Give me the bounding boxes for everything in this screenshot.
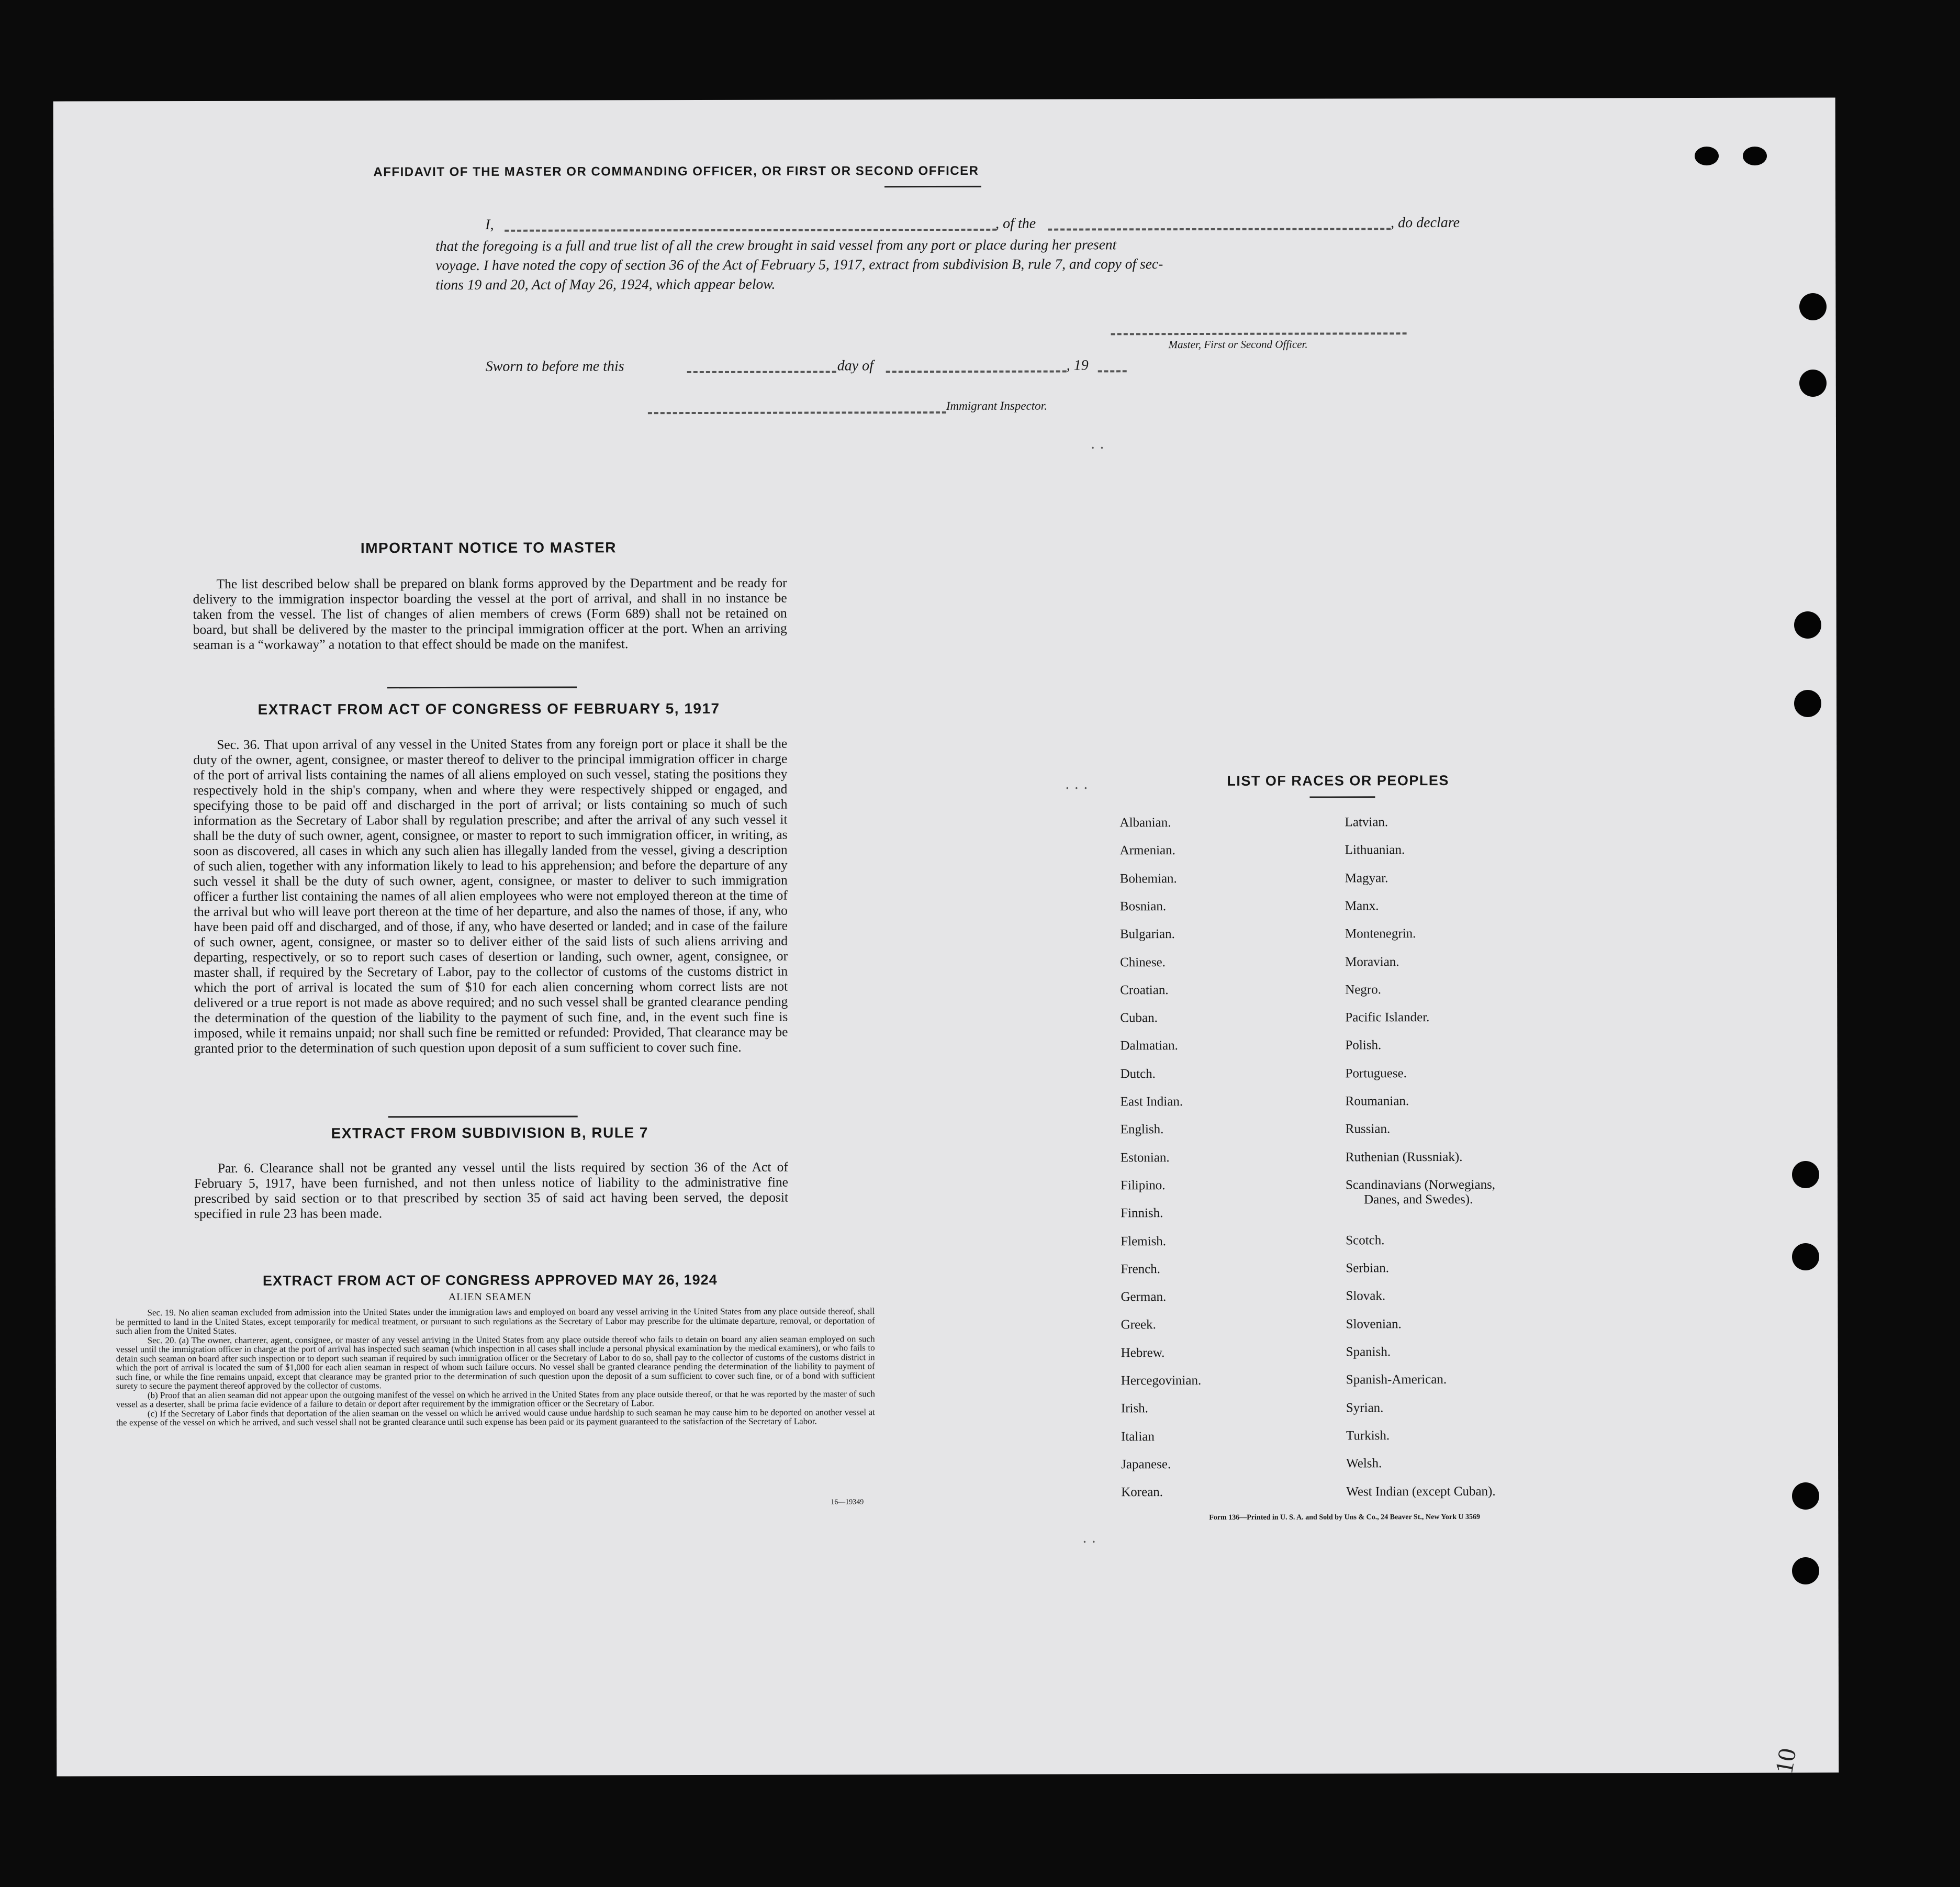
subdivision-title: EXTRACT FROM SUBDIVISION B, RULE 7: [331, 1124, 649, 1142]
inspector-line: [648, 411, 946, 414]
race-item: Latvian.: [1345, 815, 1388, 830]
race-item: Armenian.: [1119, 843, 1175, 858]
race-item: Cuban.: [1120, 1011, 1158, 1025]
race-item: Flemish.: [1121, 1234, 1167, 1248]
affidavit-do-declare: , do declare: [1391, 214, 1460, 231]
notice-title: IMPORTANT NOTICE TO MASTER: [360, 539, 617, 556]
race-item: Greek.: [1121, 1317, 1156, 1332]
race-item: French.: [1121, 1261, 1161, 1277]
form-footer: Form 136—Printed in U. S. A. and Sold by Uns & Co., 24 Beaver St., New York U 3569: [1209, 1513, 1480, 1522]
punch-hole: [1799, 293, 1827, 320]
race-item: West Indian (except Cuban).: [1346, 1484, 1496, 1499]
faint-mark: · ·: [1090, 439, 1105, 457]
race-item: Scotch.: [1346, 1233, 1385, 1248]
race-item: Bulgarian.: [1119, 927, 1175, 942]
race-item: Italian: [1121, 1429, 1155, 1444]
extract-1917-text: Sec. 36. That upon arrival of any vessel in the United States from any foreign port or place it shall be the duty of the owner, agent, consignee, or master thereof to deliver to the principal immigration officer in charge of the port of arrival lists containing the names of all aliens employed on such vessel, stating the positions they respectively hold in the ship's company, when and where they were respectively shipped or engaged, and specifying those to be paid off and discharged in the port of arrival; or lists containing so much of such information as the Secretary of Labor shall by regulation prescribe; and after the arrival of any such vessel it shall be the duty of such owner, agent, consignee, or master to report to such immigration officer, in writing, as soon as discovered, all cases in which any such alien has illegally landed from the vessel, giving a description of such alien, together with any information likely to lead to his apprehension; and before the departure of any such vessel it shall be the duty of such owner, agent, consignee, or master to deliver to such immigration officer a further list containing the names of all alien employees who were not employed thereon at the time of the arrival but who will leave port thereon at the time of her departure, and also the names of those, if any, who have been paid off and discharged, and of those, if any, who have deserted or landed; and in case of the failure of such owner, agent, consignee, or master so to deliver either of the said lists of such aliens arriving and departing, respectively, or so to report such cases of desertion or landing, such owner, agent, consignee, or master shall, if required by the Secretary of Labor, pay to the collector of customs of the customs district in which the port of arrival is located the sum of $10 for each alien concerning whom correct lists are not delivered or a true report is not made as above required; and no such vessel shall be granted clearance pending the determination of the question of the liability to the payment of such fine, and, in the event such fine is imposed, while it remains unpaid; nor shall such fine be remitted or refunded: Provided, That clearance may be granted prior to the determination of such question upon deposit of a sum sufficient to cover such fine.: [193, 735, 788, 1056]
race-item: Spanish.: [1346, 1345, 1391, 1359]
race-item: Filipino.: [1120, 1178, 1166, 1193]
affidavit-of-the: , of the: [995, 215, 1036, 232]
day-of-text: day of: [837, 358, 873, 374]
affidavit-i: I,: [485, 216, 494, 233]
race-item: Spanish-American.: [1346, 1372, 1447, 1387]
page-number: 10: [1770, 1746, 1802, 1776]
punch-hole: [1743, 147, 1767, 165]
race-item: Serbian.: [1346, 1261, 1389, 1276]
punch-hole: [1792, 1161, 1819, 1188]
race-item: German.: [1121, 1290, 1167, 1304]
race-item: Dutch.: [1120, 1066, 1156, 1081]
notice-text: The list described below shall be prepared on blank forms approved by the Department and be ready for delivery to the immigration inspector boarding the vessel at the port of arrival, and shall in no instance be taken from the vessel. The list of changes of alien members of crews (Form 689) shall not be retained on board, but shall be delivered by the master to the principal immigration officer at the port. When an arriving seaman is a “workaway” a notation to that effect should be made on the manifest.: [193, 575, 787, 653]
subdivision-body: [194, 1159, 788, 1221]
document-page: [53, 97, 1839, 1776]
punch-hole: [1792, 1482, 1819, 1510]
affidavit-line-3: voyage. I have noted the copy of section 36 of the Act of February 5, 1917, extract from subdivision B, rule 7, and copy of sec-: [435, 255, 1163, 274]
race-item: Lithuanian.: [1345, 843, 1405, 857]
race-item: Moravian.: [1345, 954, 1399, 969]
race-item: Hercegovinian.: [1121, 1373, 1202, 1388]
race-item: Syrian.: [1346, 1400, 1384, 1415]
affidavit-line-4: tions 19 and 20, Act of May 26, 1924, which appear below.: [435, 275, 776, 293]
race-item: Pacific Islander.: [1345, 1010, 1430, 1025]
race-item: Chinese.: [1120, 955, 1166, 969]
extract-1924-body: [116, 1307, 875, 1427]
race-item: Polish.: [1345, 1038, 1382, 1053]
extract-1917-title: EXTRACT FROM ACT OF CONGRESS OF FEBRUARY 5, 1917: [257, 700, 720, 718]
sec-20c-text: (c) If the Secretary of Labor finds that deportation of the alien seaman on the vessel on which he arrived would cause undue hardship to such seaman he may cause him to be deported on another vessel at the expense of the vessel on which he arrived, and such vessel shall not be granted clearance until such expense has been paid or its payment guaranteed to the satisfaction of the Secretary of Labor.: [116, 1406, 875, 1428]
punch-hole: [1794, 611, 1821, 639]
race-item: Bosnian.: [1119, 899, 1167, 914]
day-blank: [687, 371, 836, 373]
notice-body: [193, 575, 787, 652]
punch-hole: [1695, 147, 1719, 165]
race-item: Turkish.: [1346, 1428, 1390, 1443]
subdivision-text: Par. 6. Clearance shall not be granted any vessel until the lists required by section 36 of the Act of February 5, 1917, have been furnished, and not then unless notice of liability to the administrative fine prescribed by said section or to that prescribed by section 35 of said act having been served, the deposit specified in rule 23 has been made.: [194, 1159, 789, 1222]
race-item: Danes, and Swedes).: [1364, 1192, 1473, 1207]
races-title: LIST OF RACES OR PEOPLES: [1227, 772, 1449, 789]
punch-hole: [1794, 690, 1821, 717]
race-item: Hebrew.: [1121, 1345, 1165, 1360]
race-item: Irish.: [1121, 1401, 1148, 1416]
sec-19-text: Sec. 19. No alien seaman excluded from admission into the United States under the immigration laws and employed on board any vessel arriving in the United States from any place outside thereof, shall be permitted to land in the United States, except temporarily for medical treatment, or pursuant to such regulations as the Secretary of Labor may prescribe for the ultimate departure, removal, or deportation of such alien from the United States.: [116, 1306, 875, 1336]
race-item: Croatian.: [1120, 982, 1169, 998]
extract-1917-body: [193, 736, 788, 1056]
inspector-label: Immigrant Inspector.: [946, 399, 1047, 412]
affidavit-title: AFFIDAVIT OF THE MASTER OR COMMANDING OFFICER, OR FIRST OR SECOND OFFICER: [373, 163, 979, 180]
notice-rule: [387, 686, 577, 688]
title-rule: [884, 186, 981, 187]
race-item: East Indian.: [1120, 1095, 1183, 1109]
race-item: Scandinavians (Norwegians,: [1345, 1177, 1496, 1192]
extract-1924-subtitle: ALIEN SEAMEN: [448, 1291, 532, 1303]
punch-hole: [1792, 1557, 1819, 1584]
race-item: Bohemian.: [1119, 871, 1177, 886]
race-item: Albanian.: [1119, 816, 1171, 830]
year-text: , 19: [1066, 357, 1089, 374]
signature-label: Master, First or Second Officer.: [1168, 338, 1308, 351]
extract-1924-title: EXTRACT FROM ACT OF CONGRESS APPROVED MAY 26, 1924: [262, 1271, 718, 1289]
signature-line: [1111, 332, 1407, 335]
race-item: Welsh.: [1346, 1456, 1382, 1471]
vessel-blank: [1048, 228, 1391, 230]
race-item: English.: [1120, 1122, 1164, 1137]
faint-mark: · · ·: [1065, 779, 1089, 797]
form-code: 16—19349: [831, 1498, 864, 1506]
race-item: Manx.: [1345, 899, 1379, 913]
faint-mark: · ·: [1082, 1533, 1096, 1551]
sec-20b-text: (b) Proof that an alien seaman did not appear upon the outgoing manifest of the vessel on which he arrived in the United States from any place outside thereof, or that he was reported by the master of such vessel as a deserter, shall be prima facie evidence of a failure to detain or deport after requirement by the immigration officer or the Secretary of Labor.: [116, 1388, 875, 1410]
race-item: Montenegrin.: [1345, 926, 1416, 941]
race-item: Negro.: [1345, 982, 1381, 997]
race-item: Russian.: [1345, 1122, 1391, 1136]
extract-1917-rule: [388, 1115, 578, 1118]
name-blank: [505, 229, 996, 232]
races-right-column: [53, 97, 1835, 101]
race-item: Roumanian.: [1345, 1094, 1409, 1109]
races-left-column: [53, 97, 1835, 101]
race-item: Japanese.: [1121, 1457, 1171, 1472]
year-blank: [1098, 370, 1127, 372]
race-item: Slovenian.: [1346, 1316, 1402, 1332]
race-item: Ruthenian (Russniak).: [1345, 1149, 1463, 1164]
punch-hole: [1792, 1243, 1819, 1270]
races-rule: [1309, 796, 1375, 798]
race-item: Dalmatian.: [1120, 1039, 1178, 1053]
punch-hole: [1799, 370, 1827, 397]
race-item: Magyar.: [1345, 870, 1388, 885]
race-item: Slovak.: [1346, 1289, 1386, 1303]
race-item: Estonian.: [1120, 1150, 1170, 1165]
race-item: Portuguese.: [1345, 1066, 1407, 1081]
race-item: Finnish.: [1121, 1206, 1163, 1221]
sec-20a-text: Sec. 20. (a) The owner, charterer, agent, consignee, or master of any vessel arriving in the United States from any place outside thereof who fails to detain on board any alien seaman employed on such vessel until the immigration officer in charge at the port of arrival has inspected such seaman (which inspection in all cases shall include a personal physical examination by the medical examiners), or who fails to detain such seaman on board after such inspection or to deport such seaman if required by such immigration officer or the Secretary of Labor to do so, shall pay to the collector of customs of the customs district in which the port of arrival is located the sum of $1,000 for each alien seaman in respect of whom such failure occurs. No vessel shall be granted clearance pending the determination of the liability to payment of such fine, or while the fine remains unpaid, except that clearance may be granted prior to the determination of such question upon the deposit of a sum sufficient to cover such fine, or of a bond with sufficient surety to secure the payment thereof approved by the collector of customs.: [116, 1333, 875, 1391]
sworn-text: Sworn to before me this: [485, 358, 624, 375]
affidavit-line-2: that the foregoing is a full and true list of all the crew brought in said vessel from any port or place during her present: [435, 236, 1117, 254]
race-item: Korean.: [1121, 1485, 1163, 1500]
month-blank: [886, 371, 1067, 373]
